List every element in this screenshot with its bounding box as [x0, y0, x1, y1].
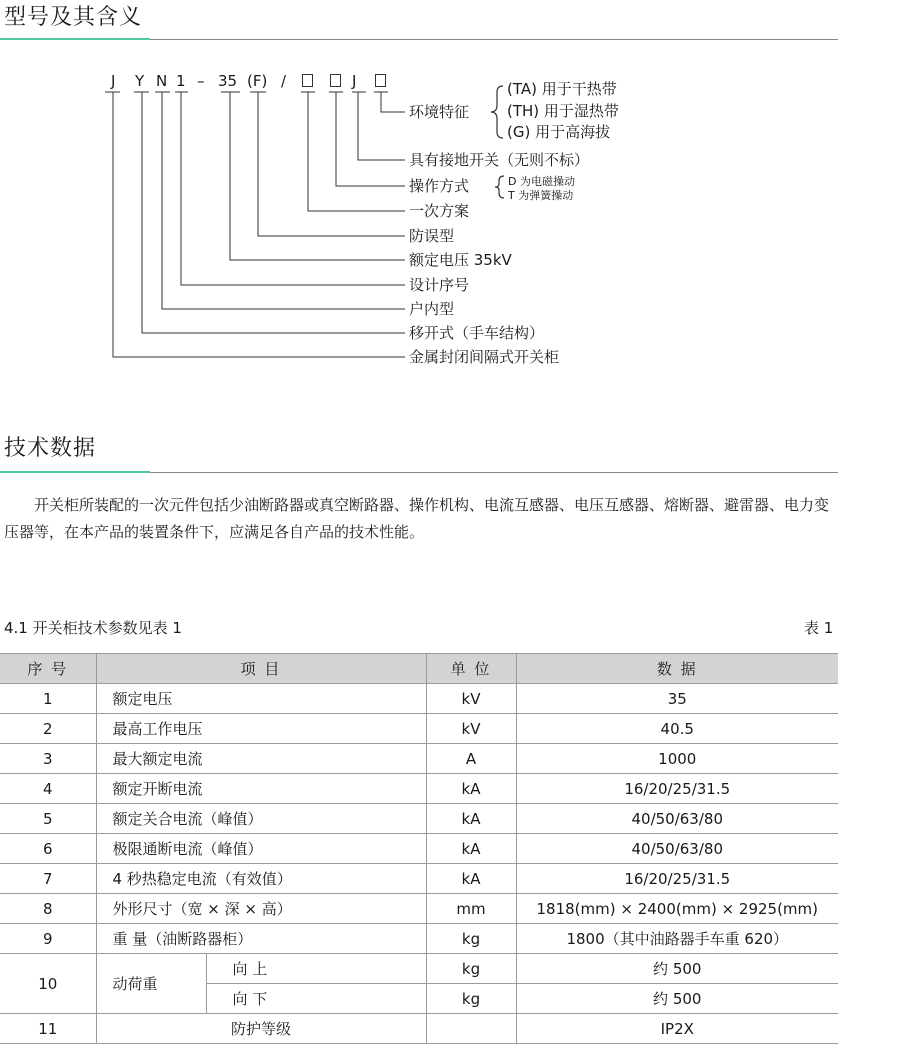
cell-no: 1 [0, 684, 96, 714]
cell-item: 重 量（油断路器柜） [96, 924, 426, 954]
code-char-dash: – [197, 72, 205, 90]
table-row [0, 894, 838, 924]
cell-value: IP2X [516, 1014, 838, 1044]
table-number: 表 1 [804, 619, 834, 637]
cell-unit: kg [426, 954, 516, 984]
cell-unit: kA [426, 804, 516, 834]
cell-no: 4 [0, 774, 96, 804]
legend-label-indoor: 户内型 [409, 300, 455, 318]
cell-value: 16/20/25/31.5 [516, 774, 838, 804]
table-row [0, 864, 838, 894]
tech-paragraph [4, 492, 836, 546]
legend-env-option-th: (TH) 用于湿热带 [507, 102, 619, 120]
legend-op-option-t: T 为弹簧操动 [508, 189, 574, 202]
cell-unit: A [426, 744, 516, 774]
code-char-y: Y [135, 72, 145, 90]
spec-table [0, 653, 838, 1044]
code-char-slash: / [281, 72, 287, 90]
table-row [0, 834, 838, 864]
cell-no: 10 [0, 954, 96, 1014]
cell-item: 4 秒热稳定电流（有效值） [96, 864, 426, 894]
table-row [0, 804, 838, 834]
table-row [0, 684, 838, 714]
legend-label-operation: 操作方式 [409, 177, 470, 195]
cell-item: 额定开断电流 [96, 774, 426, 804]
cell-item: 动荷重 [96, 954, 206, 1014]
cell-unit: kg [426, 984, 516, 1014]
section-title-model: 型号及其含义 [4, 5, 143, 30]
cell-value: 35 [516, 684, 838, 714]
cell-item: 极限通断电流（峰值） [96, 834, 426, 864]
header-unit: 单 位 [426, 654, 516, 684]
cell-no: 7 [0, 864, 96, 894]
table-row [0, 954, 838, 984]
tech-paragraph-text: 开关柜所装配的一次元件包括少油断路器或真空断路器、操作机构、电流互感器、电压互感器、熔断器、避雷器、电力变压器等，在本产品的装置条件下，应满足各自产品的技术性能。 [4, 496, 830, 541]
table-row [0, 714, 838, 744]
cell-unit [426, 1014, 516, 1044]
cell-no: 2 [0, 714, 96, 744]
legend-label-environment: 环境特征 [409, 103, 470, 121]
header-no: 序 号 [0, 654, 96, 684]
code-char-j2: J [352, 72, 357, 90]
cell-item: 最大额定电流 [96, 744, 426, 774]
legend-label-withdrawable: 移开式（手车结构） [409, 324, 545, 342]
cell-item: 最高工作电压 [96, 714, 426, 744]
table-row [0, 924, 838, 954]
cell-unit: mm [426, 894, 516, 924]
cell-unit: kV [426, 684, 516, 714]
cell-value: 1800（其中油路器手车重 620） [516, 924, 838, 954]
header-item: 项 目 [96, 654, 426, 684]
cell-subitem-up: 向 上 [206, 954, 426, 984]
legend-label-metal-enclosed: 金属封闭间隔式开关柜 [409, 348, 560, 366]
legend-label-rated-voltage: 额定电压 35kV [409, 251, 512, 269]
code-char-1: 1 [176, 72, 186, 90]
legend-label-design-serial: 设计序号 [409, 276, 470, 294]
cell-unit: kA [426, 774, 516, 804]
legend-op-option-d: D 为电磁操动 [508, 175, 575, 188]
table-row [0, 744, 838, 774]
legend-label-scheme: 一次方案 [409, 202, 470, 220]
cell-value: 1000 [516, 744, 838, 774]
section-title-tech-data: 技术数据 [4, 436, 97, 461]
cell-value: 1818(mm) × 2400(mm) × 2925(mm) [516, 894, 838, 924]
cell-unit: kA [426, 834, 516, 864]
section-accent [0, 471, 150, 473]
legend-label-anti-misoperation: 防误型 [409, 227, 455, 245]
cell-unit: kg [426, 924, 516, 954]
cell-no: 9 [0, 924, 96, 954]
code-char-j: J [111, 72, 116, 90]
code-char-f: (F) [247, 72, 268, 90]
cell-no: 8 [0, 894, 96, 924]
cell-no: 3 [0, 744, 96, 774]
cell-value: 约 500 [516, 984, 838, 1014]
header-value: 数 据 [516, 654, 838, 684]
legend-env-option-ta: (TA) 用于干热带 [507, 80, 617, 98]
cell-item: 额定关合电流（峰值） [96, 804, 426, 834]
cell-value: 40/50/63/80 [516, 804, 838, 834]
cell-item: 防护等级 [96, 1014, 426, 1044]
cell-subitem-down: 向 下 [206, 984, 426, 1014]
cell-no: 5 [0, 804, 96, 834]
cell-value: 40.5 [516, 714, 838, 744]
table-row [0, 1014, 838, 1044]
cell-no: 6 [0, 834, 96, 864]
legend-label-earthing: 具有接地开关（无则不标） [409, 151, 590, 169]
table-row [0, 774, 838, 804]
cell-value: 40/50/63/80 [516, 834, 838, 864]
cell-item: 额定电压 [96, 684, 426, 714]
cell-value: 约 500 [516, 954, 838, 984]
cell-no: 11 [0, 1014, 96, 1044]
table-header-row [0, 654, 838, 684]
table-caption: 4.1 开关柜技术参数见表 1 [4, 619, 182, 637]
code-char-35: 35 [218, 72, 238, 90]
legend-env-option-g: (G) 用于高海拔 [507, 123, 611, 141]
cell-value: 16/20/25/31.5 [516, 864, 838, 894]
cell-unit: kV [426, 714, 516, 744]
cell-unit: kA [426, 864, 516, 894]
code-char-n: N [156, 72, 168, 90]
cell-item: 外形尺寸（宽 × 深 × 高） [96, 894, 426, 924]
